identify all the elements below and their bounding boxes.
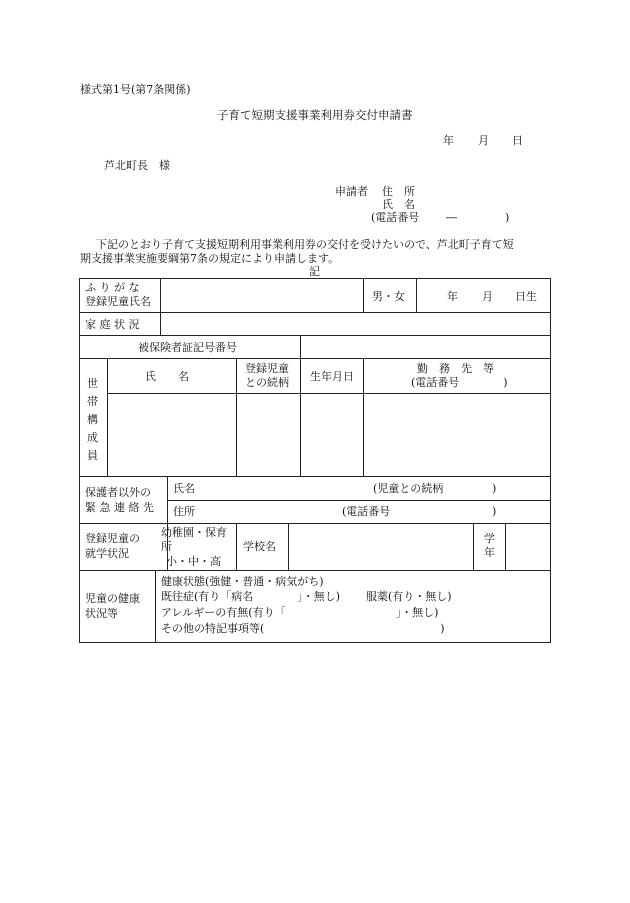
page-title: 子育て短期支援事業利用券交付申請書 (217, 108, 413, 122)
past-illness-line: 既往症(有り「病名 」・無し) (161, 590, 341, 603)
emergency-label-2: 緊 急 連 絡 先 (85, 501, 154, 514)
applicant-label: 申請者 (335, 185, 368, 198)
applicant-name-label: 氏 名 (382, 198, 415, 211)
birth-month-label: 月 (482, 290, 493, 303)
column-workplace-header-1: 勤 務 先 等 (417, 362, 494, 375)
child-name-label: 登録児童氏名 (85, 295, 151, 308)
emergency-label-1: 保護者以外の (85, 486, 151, 499)
emergency-relation-close: ) (492, 482, 497, 495)
allergy-line: アレルギーの有無(有り「 」・無し) (161, 606, 439, 619)
school-name-label: 学校名 (243, 540, 276, 553)
applicant-phone-open: (電話番号 (371, 211, 420, 224)
emergency-phone-label: (電話番号 (342, 505, 391, 518)
ki-label: 記 (309, 265, 320, 278)
grade-label-2: 年 (484, 546, 495, 559)
school-status-label-1: 登録児童の (85, 532, 140, 545)
applicant-address-label: 住 所 (382, 185, 415, 198)
health-label-2: 状況等 (85, 607, 118, 620)
date-day-label: 日 (512, 134, 523, 147)
insurance-number-label: 被保険者証記号番号 (138, 341, 237, 354)
household-char-3: 構 (87, 413, 98, 426)
emergency-name-label: 氏名 (173, 482, 195, 495)
date-year-label: 年 (443, 134, 454, 147)
intro-line-2: 期支援事業実施要綱第7条の規定により申請します。 (80, 252, 340, 265)
intro-line-1: 下記のとおり子育て支援短期利用事業利用券の交付を受けたいので、芦北町子育て短 (96, 238, 514, 251)
household-char-2: 帯 (87, 395, 98, 408)
school-type-label-2: 所 (161, 540, 172, 553)
birth-year-label: 年 (447, 290, 458, 303)
column-relation-header-2: との続柄 (245, 376, 289, 389)
school-type-label-3: 小・中・高 (166, 555, 221, 568)
health-label-1: 児童の健康 (85, 592, 140, 605)
addressee: 芦北町長 様 (104, 159, 170, 172)
school-type-label-1: 幼稚園・保育 (161, 526, 227, 539)
health-condition-line: 健康状態(強健・普通・病気がち) (161, 575, 324, 588)
emergency-phone-close: ) (492, 505, 497, 518)
column-birthdate-header: 生年月日 (310, 370, 354, 383)
other-notes-line: その他の特記事項等( ) (161, 622, 445, 635)
column-workplace-header-2: (電話番号 ) (411, 376, 508, 389)
medication-line: 服薬(有り・無し) (366, 590, 452, 603)
household-char-1: 世 (87, 377, 98, 390)
family-status-label: 家 庭 状 況 (85, 318, 140, 331)
applicant-phone-close: ) (505, 211, 510, 224)
furigana-label: ふ り が な (85, 281, 140, 294)
date-month-label: 月 (478, 134, 489, 147)
column-relation-header-1: 登録児童 (245, 362, 289, 375)
emergency-relation-label: (児童との続柄 (373, 482, 444, 495)
column-name-header: 氏 名 (145, 370, 189, 383)
household-char-5: 員 (87, 449, 98, 462)
form-number: 様式第1号(第7条関係) (80, 83, 191, 96)
emergency-address-label: 住所 (173, 505, 195, 518)
applicant-phone-dash: ― (446, 211, 457, 224)
grade-label-1: 学 (484, 532, 495, 545)
school-status-label-2: 就学状況 (85, 547, 129, 560)
gender-label: 男・女 (372, 290, 405, 303)
household-char-4: 成 (87, 431, 98, 444)
birth-day-label: 日生 (515, 290, 537, 303)
